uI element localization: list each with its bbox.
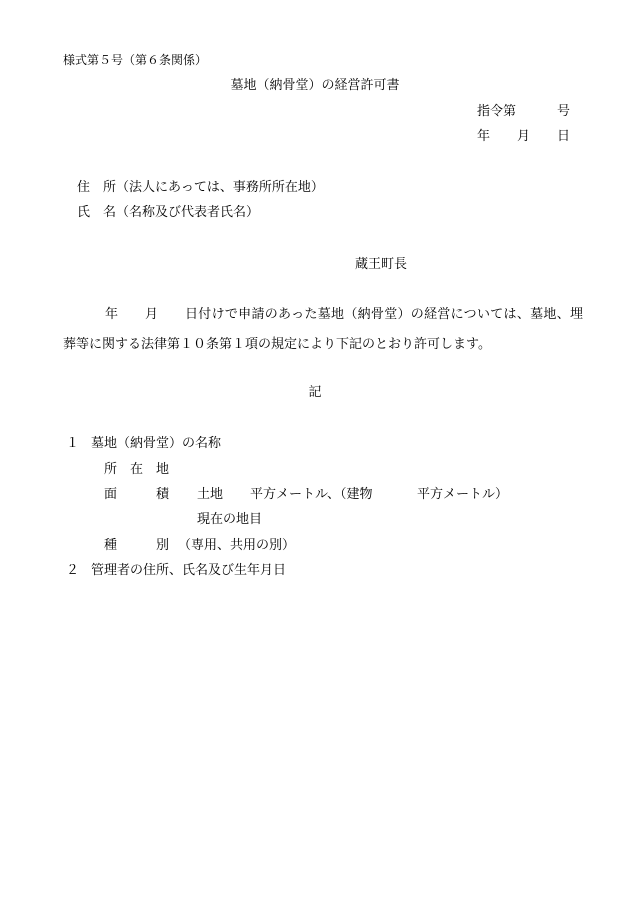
item1-number: １	[66, 436, 80, 451]
item1-land-label: 土地	[197, 487, 224, 502]
date-year: 年	[477, 129, 491, 144]
item1-sqm-building: 平方メートル）	[417, 487, 509, 502]
item1-sqm-land: 平方メートル、（建物	[250, 487, 373, 502]
body-month: 月	[145, 307, 159, 322]
item1-type-label: 種 別	[104, 538, 170, 553]
item1-type-note: （専用、共用の別）	[178, 538, 296, 553]
issuer-name: 蔵王町長	[355, 257, 408, 272]
date-month: 月	[517, 129, 531, 144]
ref-number-prefix: 指令第	[477, 104, 517, 119]
item2-number: ２	[66, 563, 80, 578]
item2-label: 管理者の住所、氏名及び生年月日	[91, 563, 287, 578]
item1-current-land: 現在の地目	[197, 512, 263, 527]
recipient-address-label: 住 所（法人にあっては、事務所所在地）	[77, 180, 324, 195]
form-number: 様式第５号（第６条関係）	[63, 53, 208, 67]
body-text: 日付けで申請のあった墓地（納骨堂）の経営については、墓地、埋葬等に関する法律第１０条第１項の規定により下記のとおり許可します。	[63, 307, 583, 352]
body-year: 年	[105, 307, 119, 322]
recipient-name-label: 氏 名（名称及び代表者氏名）	[77, 205, 260, 220]
ref-number-suffix: 号	[557, 104, 571, 119]
item1-area-label: 面 積	[104, 487, 170, 502]
item1-label: 墓地（納骨堂）の名称	[91, 436, 222, 451]
item1-location-label: 所 在 地	[104, 462, 170, 477]
ki-heading: 記	[308, 385, 322, 400]
document-title: 墓地（納骨堂）の経営許可書	[230, 78, 400, 93]
date-day: 日	[557, 129, 571, 144]
